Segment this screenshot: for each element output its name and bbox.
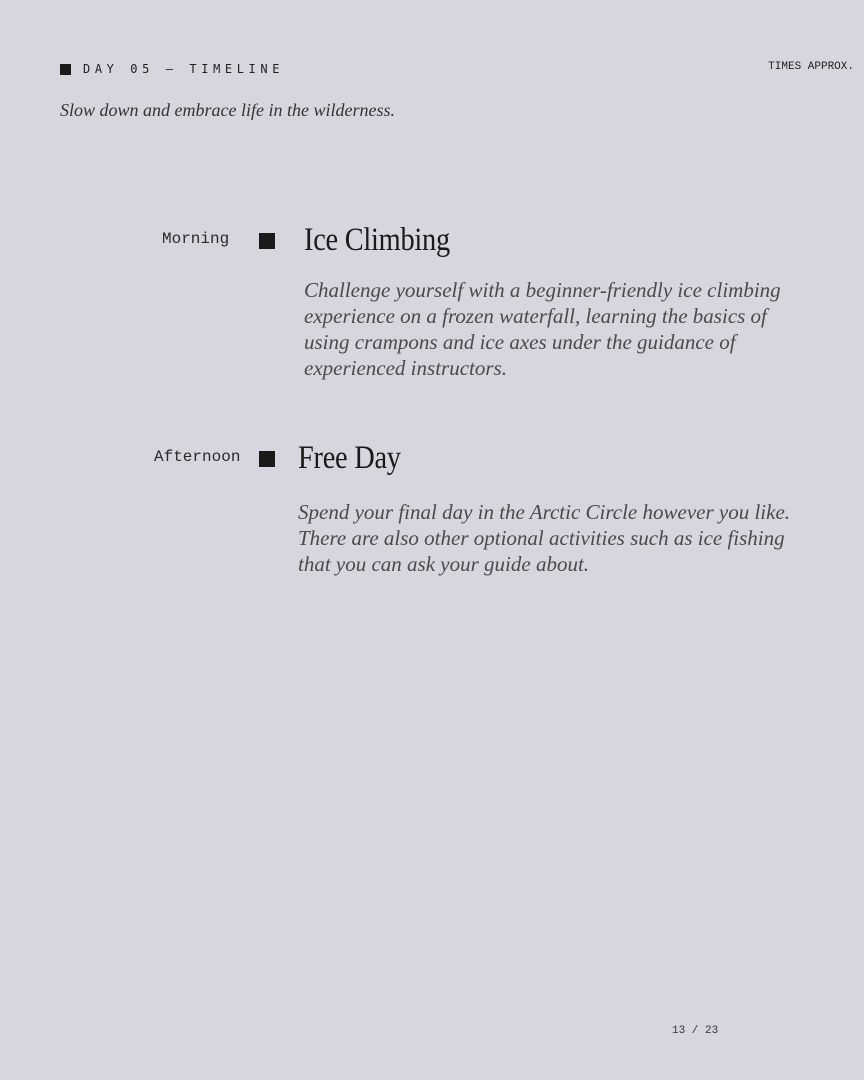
- page-tagline: Slow down and embrace life in the wilderness.: [60, 100, 395, 120]
- event-description: Spend your final day in the Arctic Circle however you like. There are also other optional activities such as ice fishing that you can ask your guide about.: [298, 500, 791, 576]
- event-description: Challenge yourself with a beginner-friendly ice climbing experience on a frozen waterfall, learning the basics of using crampons and ice axes under the guidance of experienced instructors.: [304, 278, 781, 380]
- page-number: 13 / 23: [672, 1025, 719, 1037]
- timeline-marker-icon: [259, 451, 275, 467]
- event-title: Free Day: [298, 440, 401, 476]
- event-title: Ice Climbing: [304, 222, 450, 258]
- event-time-label: Afternoon: [154, 448, 241, 466]
- section-label: DAY 05 — TIMELINE: [83, 62, 285, 76]
- header-square-icon: [60, 64, 71, 75]
- times-approx-note: TIMES APPROX.: [768, 61, 854, 73]
- timeline-marker-icon: [259, 233, 275, 249]
- event-time-label: Morning: [162, 230, 230, 248]
